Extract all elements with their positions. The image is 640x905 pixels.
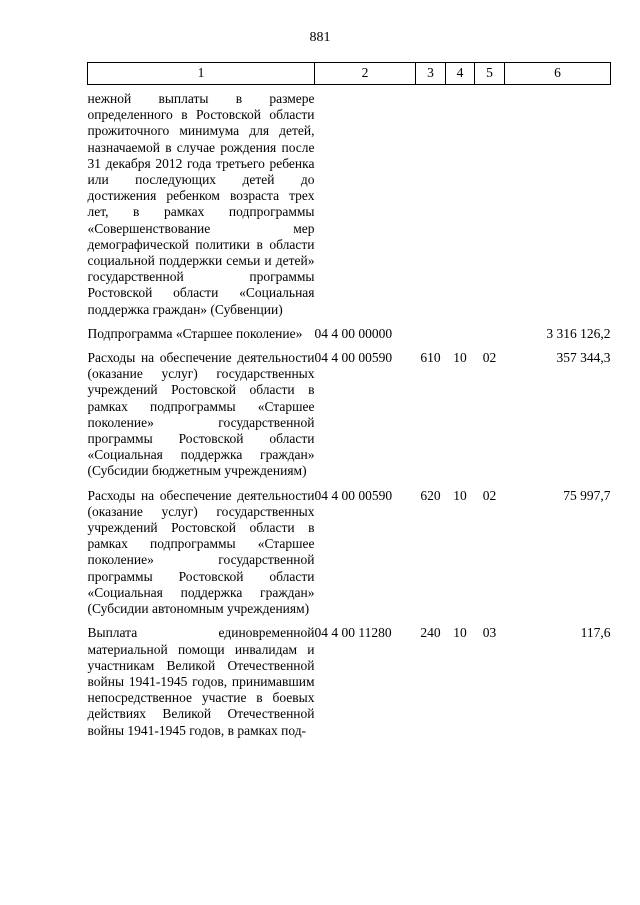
row-subsection: 02	[482, 487, 497, 503]
row-description: нежной выплаты в размере определенного в Ростовской области прожиточного минимума для детей, назначаемой в случае рождения после 31 декабря 2012 года третьего ребенка или последующих детей до достижения ребенком возраста трех лет, в рамках подпрограммы «Совершенствование мер демографической политики в области социальной поддержки семьи и детей» государственной программы Ростовской области «Социальная поддержка граждан» (Субвенции)	[87, 91, 315, 317]
row-subsection	[475, 326, 505, 350]
row-subsection: 02	[482, 350, 497, 366]
row-amount: 3 316 126,2	[546, 325, 611, 341]
row-expense-type: 620	[420, 487, 441, 503]
row-amount: 75 997,7	[563, 487, 611, 503]
row-expense-type: 240	[420, 625, 441, 641]
row-target-code: 04 4 00 00590	[314, 487, 393, 503]
row-amount	[505, 85, 611, 326]
row-section	[446, 85, 475, 326]
budget-table	[87, 62, 611, 747]
row-description: Расходы на обеспечение деятельности (оказание услуг) государственных учреждений Ростовской области в рамках подпрограммы «Старшее поколение» государственной программы Ростовской области «Социальная поддержка граждан» (Субсидии бюджетным учреждениям)	[87, 350, 315, 479]
table-row	[88, 326, 611, 350]
table-row	[88, 488, 611, 626]
page-number: 881	[309, 30, 331, 45]
row-expense-type	[416, 326, 446, 350]
row-section: 10	[453, 625, 467, 641]
row-description: Расходы на обеспечение деятельности (оказание услуг) государственных учреждений Ростовской области в рамках подпрограммы «Старшее поколение» государственной программы Ростовской области «Социальная поддержка граждан» (Субсидии автономным учреждениям)	[87, 487, 315, 617]
row-target-code: 04 4 00 11280	[314, 625, 392, 641]
table-row	[88, 350, 611, 488]
row-subsection	[475, 85, 505, 326]
header-col-1: 1	[88, 63, 315, 85]
row-expense-type: 610	[420, 350, 441, 366]
row-amount: 117,6	[580, 625, 611, 641]
header-col-3: 3	[416, 63, 446, 85]
row-target-code	[315, 85, 416, 326]
row-section: 10	[453, 350, 467, 366]
row-description: Подпрограмма «Старшее поколение»	[87, 325, 303, 341]
row-subsection: 03	[482, 625, 497, 641]
table-header-row	[88, 63, 611, 85]
row-section	[446, 326, 475, 350]
row-target-code: 04 4 00 00590	[314, 350, 393, 366]
header-col-5: 5	[475, 63, 505, 85]
row-expense-type	[416, 85, 446, 326]
row-description: Выплата единовременной материальной помощи инвалидам и участникам Великой Отечественной войны 1941-1945 годов, принимавшим непосредственное участие в боевых действиях Великой Отечественной войны 1941-1945 годов, в рамках под-	[87, 625, 315, 738]
table-row	[88, 85, 611, 326]
header-col-6: 6	[505, 63, 611, 85]
row-section: 10	[453, 487, 467, 503]
header-col-2: 2	[315, 63, 416, 85]
row-target-code: 04 4 00 00000	[314, 325, 393, 341]
table-row	[88, 625, 611, 746]
header-col-4: 4	[446, 63, 475, 85]
row-amount: 357 344,3	[556, 350, 611, 366]
